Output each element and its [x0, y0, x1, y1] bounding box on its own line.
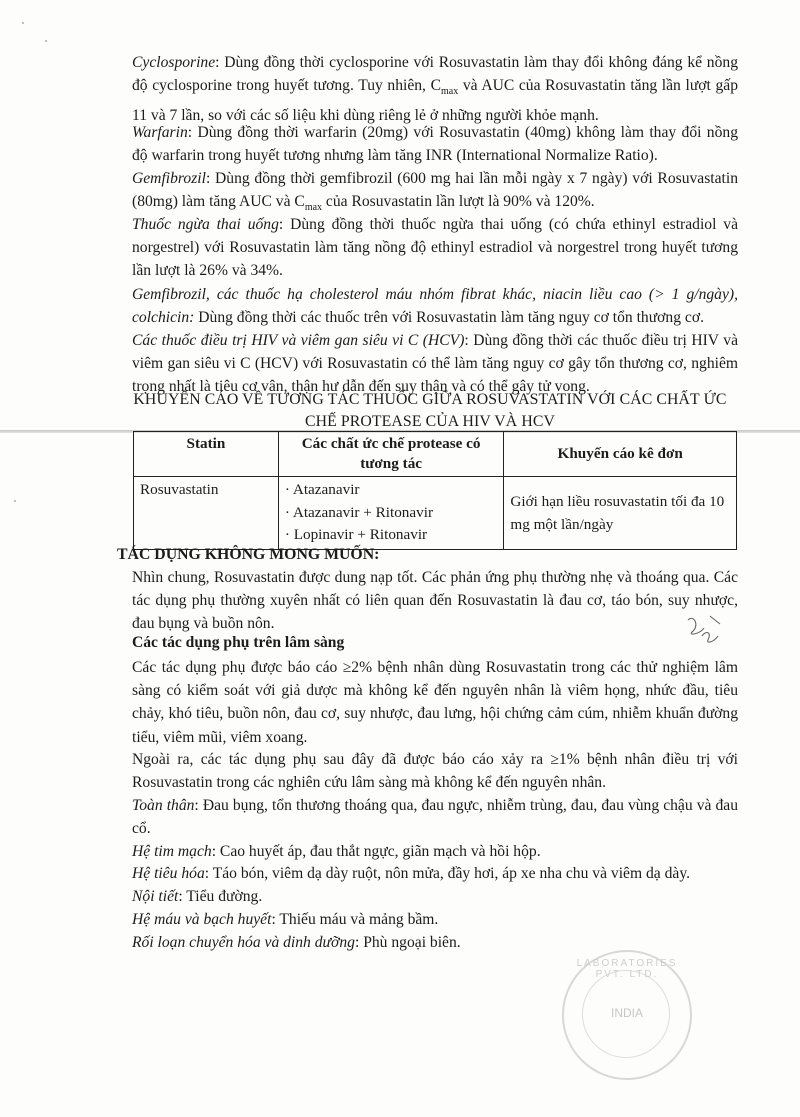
paragraph-system-body [132, 794, 738, 840]
text-system: : Thiếu máu và mảng bầm. [271, 911, 439, 928]
text-system: : Đau bụng, tổn thương thoáng qua, đau ngực, nhiễm trùng, đau, đau vùng chậu và đau cổ. [132, 797, 738, 838]
term-contraceptive: Thuốc ngừa thai uống [132, 216, 279, 233]
cell-recommendation: Giới hạn liều rosuvastatin tối đa 10 mg một lần/ngày [504, 477, 737, 550]
term-system: Rối loạn chuyển hóa và dinh dưỡng [132, 934, 355, 951]
term-system: Toàn thân [132, 797, 195, 814]
header-recommendation: Khuyến cáo kê đơn [504, 432, 737, 477]
table-row [134, 477, 737, 550]
text-system: : Phù ngoại biên. [354, 934, 461, 951]
paragraph-system-cardio [132, 840, 738, 863]
cell-inhibitors [278, 477, 504, 550]
subscript-max: max [440, 86, 459, 98]
text-contraceptive: : Dùng đồng thời thuốc ngừa thai uống (có chứa ethinyl estradiol và norgestrel) với Rosuvastatin làm tăng nồng độ ethinyl estradiol và norgestrel trong huyết tương lần lượt là 26% và 34%. [132, 216, 738, 280]
paragraph-fibrates [132, 283, 738, 329]
table-heading-line1: KHUYẾN CÁO VỀ TƯƠNG TÁC THUỐC GIỮA ROSUVASTATIN VỚI CÁC CHẤT ỨC [133, 391, 727, 408]
paragraph-clinical-2: Ngoài ra, các tác dụng phụ sau đây đã được báo cáo xảy ra ≥1% bệnh nhân điều trị với Rosuvastatin trong các nghiên cứu lâm sàng mà không kể đến nguyên nhân. [132, 751, 738, 792]
text-hiv: : Dùng đồng thời các thuốc điều trị HIV và viêm gan siêu vi C (HCV) với Rosuvastatin có thể làm tăng nguy cơ gây tổn thương cơ, nghiêm trọng nhất là tiêu cơ vân, thận hư dẫn đến suy thận và có thể gây tử vong. [132, 332, 738, 396]
term-system: Nội tiết [132, 888, 179, 905]
paragraph-cyclosporine [132, 51, 738, 127]
text-cyclosporine-a: : Dùng đồng thời cyclosporine với Rosuvastatin làm thay đổi không đáng kể nồng độ cyclosporine trong huyết tương. Tuy nhiên, C [132, 54, 738, 95]
text-system: : Tiểu đường. [178, 888, 263, 905]
paragraph-adverse-intro: Nhìn chung, Rosuvastatin được dung nạp tốt. Các phản ứng phụ thường nhẹ và thoáng qua. Các tác dụng phụ thường xuyên nhất có liên quan đến Rosuvastatin là đau cơ, táo bón, suy nhược, đau bụng và buồn nôn. [132, 569, 738, 633]
term-cyclosporine: Cyclosporine [132, 54, 216, 71]
term-system: Hệ tiêu hóa [132, 865, 205, 882]
text-fibrates: Dùng đồng thời các thuốc trên với Rosuvastatin làm tăng nguy cơ tổn thương cơ. [194, 309, 704, 327]
inhibitor-item: · Lopinavir + Ritonavir [284, 526, 428, 543]
text-warfarin: : Dùng đồng thời warfarin (20mg) với Rosuvastatin (40mg) không làm thay đổi nồng độ warfarin trong huyết tương nhưng làm tăng INR (International Normalize Ratio). [132, 124, 738, 165]
term-warfarin: Warfarin [132, 124, 188, 141]
paragraph-warfarin [132, 121, 738, 167]
header-statin: Statin [134, 432, 279, 477]
text-system: : Táo bón, viêm dạ dày ruột, nôn mửa, đầy hơi, áp xe nha chu và viêm dạ dày. [204, 865, 691, 882]
header-inhibitors: Các chất ức chế protease có tương tác [278, 432, 504, 477]
interaction-table [133, 431, 737, 550]
table-heading-line2: CHẾ PROTEASE CỦA HIV VÀ HCV [304, 413, 556, 430]
text-cyclosporine-b: và AUC của Rosuvastatin tăng lần lượt gấp 11 và 7 lần, so với các số liệu khi dùng riêng lẻ ở những người khỏe mạnh. [132, 77, 738, 124]
table-header-row [134, 432, 737, 477]
scan-speck [14, 500, 16, 502]
paragraph-system-blood [132, 908, 738, 931]
section-title-adverse: TÁC DỤNG KHÔNG MONG MUỐN: [117, 546, 380, 563]
paragraph-system-metabolic [132, 931, 738, 954]
subscript-max: max [304, 202, 323, 214]
scan-speck [45, 40, 47, 42]
term-fibrates: Gemfibrozil, các thuốc hạ cholesterol máu nhóm fibrat khác, niacin liều cao (> 1 g/ngày), colchicin: [132, 286, 738, 327]
paragraph-gemfibrozil [132, 167, 738, 220]
term-hiv: Các thuốc điều trị HIV và viêm gan siêu vi C (HCV) [132, 332, 465, 349]
inhibitor-item: · Atazanavir [284, 481, 360, 498]
stamp-ring-text: LABORATORIES PVT. LTD. [576, 958, 678, 980]
term-gemfibrozil: Gemfibrozil [132, 170, 206, 187]
company-stamp [562, 950, 692, 1080]
subsection-title-clinical: Các tác dụng phụ trên lâm sàng [132, 634, 345, 651]
term-system: Hệ tim mạch [132, 843, 212, 860]
term-system: Hệ máu và bạch huyết [132, 911, 272, 928]
cell-statin: Rosuvastatin [134, 477, 279, 550]
inhibitor-item: · Atazanavir + Ritonavir [284, 503, 434, 521]
paragraph-system-digestive [132, 862, 738, 885]
scan-speck [22, 22, 24, 24]
paragraph-system-endocrine [132, 885, 738, 908]
handwritten-signature [680, 610, 726, 650]
paragraph-contraceptive [132, 213, 738, 283]
stamp-center-text: INDIA [610, 1006, 643, 1020]
paragraph-clinical-1: Các tác dụng phụ được báo cáo ≥2% bệnh nhân dùng Rosuvastatin trong các thử nghiệm lâm sàng có kiểm soát với giả dược mà không kể đến nguyên nhân là viêm họng, nhức đầu, tiêu chảy, khó tiêu, buồn nôn, đau cơ, suy nhược, đau lưng, hội chứng cảm cúm, nhiễm khuẩn đường tiểu, viêm mũi, viêm xoang. [132, 659, 738, 746]
text-gemfibrozil-a: : Dùng đồng thời gemfibrozil (600 mg hai lần mỗi ngày x 7 ngày) với Rosuvastatin (80mg) làm tăng AUC và C [132, 170, 738, 211]
text-system: : Cao huyết áp, đau thắt ngực, giãn mạch và hồi hộp. [211, 843, 541, 860]
text-gemfibrozil-b: của Rosuvastatin lần lượt là 90% và 120%. [322, 193, 595, 211]
